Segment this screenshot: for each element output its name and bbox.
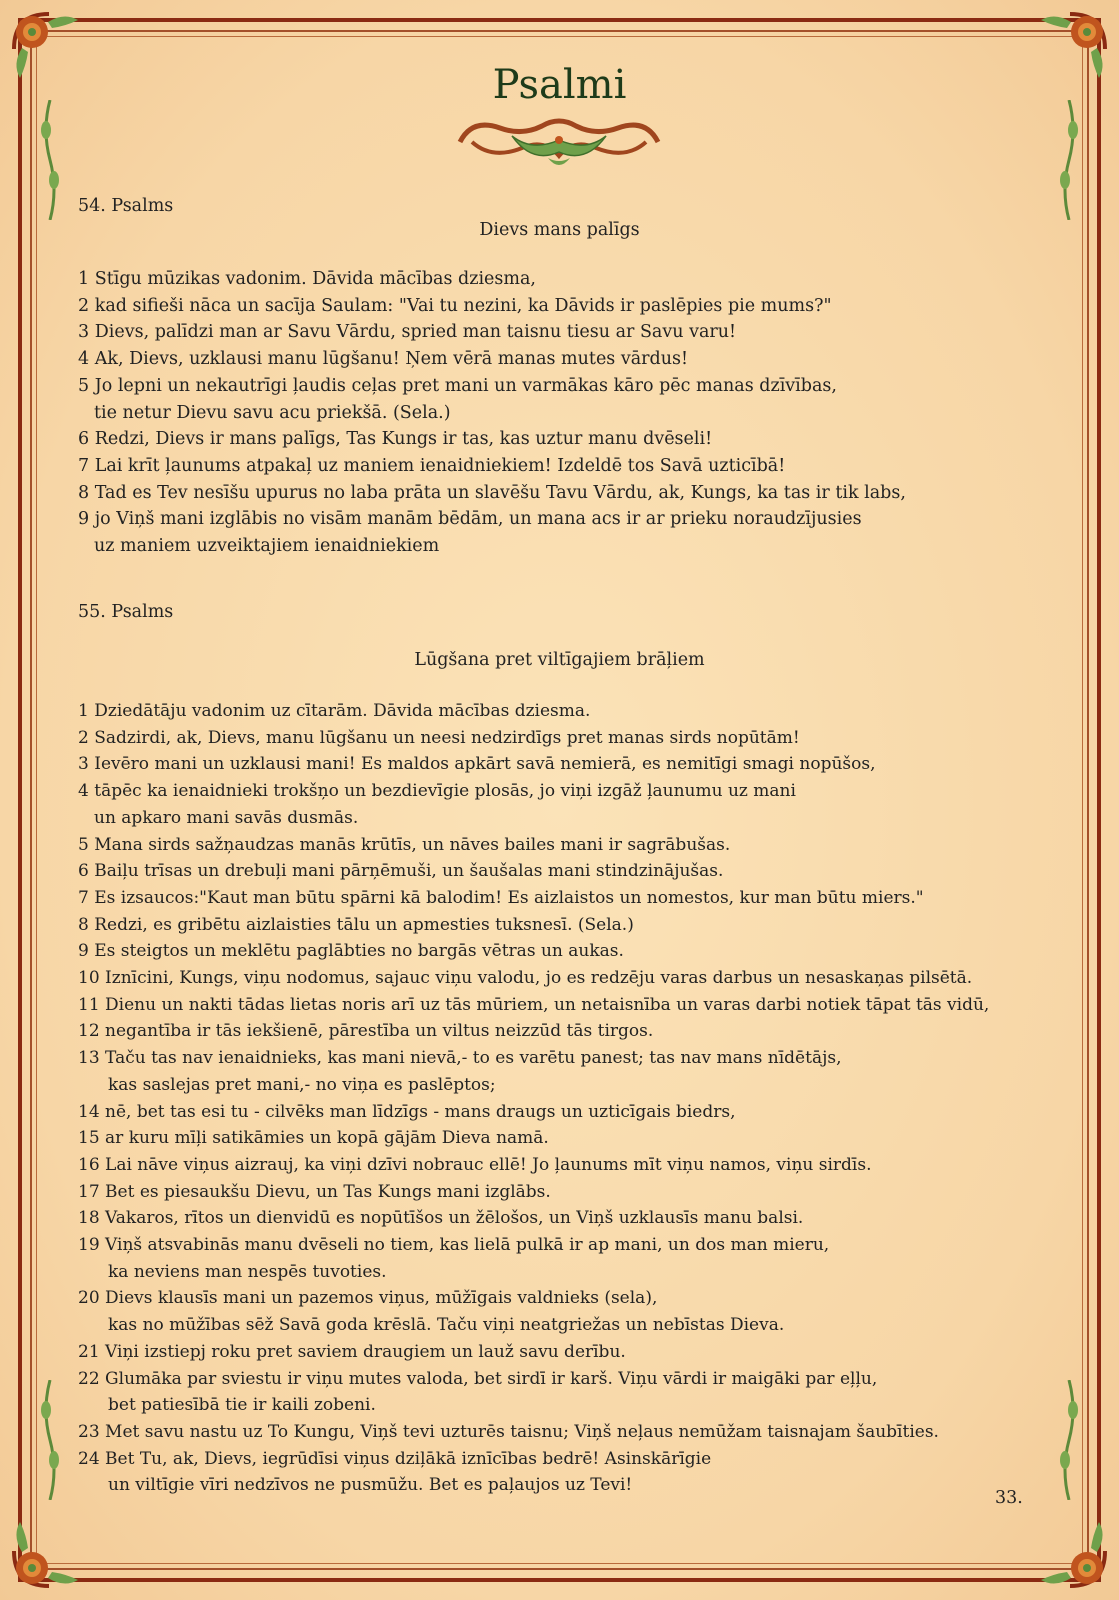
verse: 13 Taču tas nav ienaidnieks, kas mani nievā,- to es varētu panest; tas nav mans nīdētājs, kas saslejas pret mani,- no viņa es paslēptos; (78, 1048, 842, 1095)
verse: 23 Met savu nastu uz To Kungu, Viņš tevi uzturēs taisnu; Viņš neļaus nemūžam taisnajam šaubīties. (78, 1421, 939, 1442)
verse: 5 Jo lepni un nekautrīgi ļaudis ceļas pret mani un varmākas kāro pēc manas dzīvības, tie netur Dievu savu acu priekšā. (Sela.) (78, 375, 837, 423)
vine-right-top (1059, 100, 1079, 220)
verse: 7 Lai krīt ļaunums atpakaļ uz maniem ienaidniekiem! Izdeldē tos Savā uzticībā! (78, 455, 786, 476)
psalm-54-heading: 54. Psalms (78, 196, 174, 216)
verse: 14 nē, bet tas esi tu - cilvēks man līdzīgs - mans draugs un uzticīgais biedrs, (78, 1101, 736, 1122)
verse: 2 Sadzirdi, ak, Dievs, manu lūgšanu un neesi nedzirdīgs pret manas sirds nopūtām! (78, 727, 800, 748)
verse: 22 Glumāka par sviestu ir viņu mutes valoda, bet sirdī ir karš. Viņu vārdi ir maigāki par eļļu, bet patiesībā tie ir kaili zobeni. (78, 1368, 878, 1416)
verse: 12 negantība ir tās iekšienē, pārestība un viltus neizzūd tās tirgos. (78, 1021, 654, 1042)
vine-left-top (40, 100, 60, 220)
verse: 7 Es izsaucos:"Kaut man būtu spārni kā balodim! Es aizlaistos un nomestos, kur man būtu miers." (78, 887, 924, 908)
verse: 1 Dziedātāju vadonim uz cītarām. Dāvida mācības dziesma. (78, 701, 591, 721)
verse: 4 tāpēc ka ienaidnieki trokšņo un bezdievīgie plosās, jo viņi izgāž ļaunumu uz mani un apkaro mani savās dusmās. (78, 781, 796, 828)
psalm-54-verses (78, 266, 1088, 560)
verse: 9 jo Viņš mani izglābis no visām manām bēdām, un mana acs ir ar prieku noraudzījusies uz maniem uzveiktajiem ienaidniekiem (78, 509, 862, 557)
verse: 10 Iznīcini, Kungs, viņu nodomus, sajauc viņu valodu, jo es redzēju varas darbus un nesaskaņas pilsētā. (78, 968, 973, 989)
psalm-55-verses (78, 698, 1088, 1499)
verse: 2 kad sifieši nāca un sacīja Saulam: "Vai tu nezini, ka Dāvids ir paslēpies pie mums?" (78, 295, 832, 316)
psalm-54-subtitle: Dievs mans palīgs (479, 220, 640, 240)
verse: 21 Viņi izstiepj roku pret saviem draugiem un lauž savu derību. (78, 1341, 626, 1362)
page-number: 33. (995, 1488, 1023, 1508)
corner-ornament-bottom-left (4, 1506, 94, 1596)
psalm-55-heading: 55. Psalms (78, 602, 174, 622)
verse: 24 Bet Tu, ak, Dievs, iegrūdīsi viņus dziļākā iznīcības bedrē! Asinskārīgie un viltīgie vīri nedzīvos ne pusmūžu. Bet es paļaujos uz Tevi! (78, 1448, 712, 1496)
verse: 1 Stīgu mūzikas vadonim. Dāvida mācības dziesma, (78, 269, 536, 289)
verse: 16 Lai nāve viņus aizrauj, ka viņi dzīvi nobrauc ellē! Jo ļaunums mīt viņu namos, viņu sirdīs. (78, 1154, 872, 1175)
verse: 6 Baiļu trīsas un drebuļi mani pārņēmuši, un šaušalas mani stindzinājušas. (78, 861, 724, 882)
verse: 3 Dievs, palīdzi man ar Savu Vārdu, spried man taisnu tiesu ar Savu varu! (78, 322, 737, 343)
verse: 18 Vakaros, rītos un dienvidū es nopūtīšos un žēlošos, un Viņš uzklausīs manu balsi. (78, 1208, 804, 1229)
verse: 20 Dievs klausīs mani un pazemos viņus, mūžīgais valdnieks (sela), kas no mūžības sēž Savā goda krēslā. Taču viņi neatgriežas un nebīstas Dieva. (78, 1288, 785, 1336)
verse: 8 Redzi, es gribētu aizlaisties tālu un apmesties tuksnesī. (Sela.) (78, 914, 634, 935)
verse: 17 Bet es piesaukšu Dievu, un Tas Kungs mani izglābs. (78, 1181, 551, 1202)
verse: 9 Es steigtos un meklētu paglābties no bargās vētras un aukas. (78, 941, 624, 962)
verse: 11 Dienu un nakti tādas lietas noris arī uz tās mūriem, un netaisnība un varas darbi notiek tāpat tās vidū, (78, 994, 990, 1015)
verse: 8 Tad es Tev nesīšu upurus no laba prāta un slavēšu Tavu Vārdu, ak, Kungs, ka tas ir tik labs, (78, 482, 906, 503)
page-title: Psalmi (492, 62, 627, 108)
verse: 4 Ak, Dievs, uzklausi manu lūgšanu! Ņem vērā manas mutes vārdus! (78, 349, 689, 370)
title-ornament (452, 112, 666, 174)
corner-ornament-bottom-right (1025, 1506, 1115, 1596)
verse: 15 ar kuru mīļi satikāmies un kopā gājām Dieva namā. (78, 1128, 549, 1149)
verse: 19 Viņš atsvabinās manu dvēseli no tiem, kas lielā pulkā ir ap mani, un dos man mieru, ka neviens man nespēs tuvoties. (78, 1235, 830, 1282)
verse: 6 Redzi, Dievs ir mans palīgs, Tas Kungs ir tas, kas uztur manu dvēseli! (78, 429, 713, 450)
verse: 3 Ievēro mani un uzklausi mani! Es maldos apkārt savā nemierā, es nemitīgi smagi nopūšos, (78, 754, 876, 775)
psalm-55-subtitle: Lūgšana pret viltīgajiem brāļiem (414, 650, 705, 670)
verse: 5 Mana sirds sažņaudzas manās krūtīs, un nāves bailes mani ir sagrābušas. (78, 834, 731, 855)
vine-left-bottom (40, 1380, 60, 1500)
